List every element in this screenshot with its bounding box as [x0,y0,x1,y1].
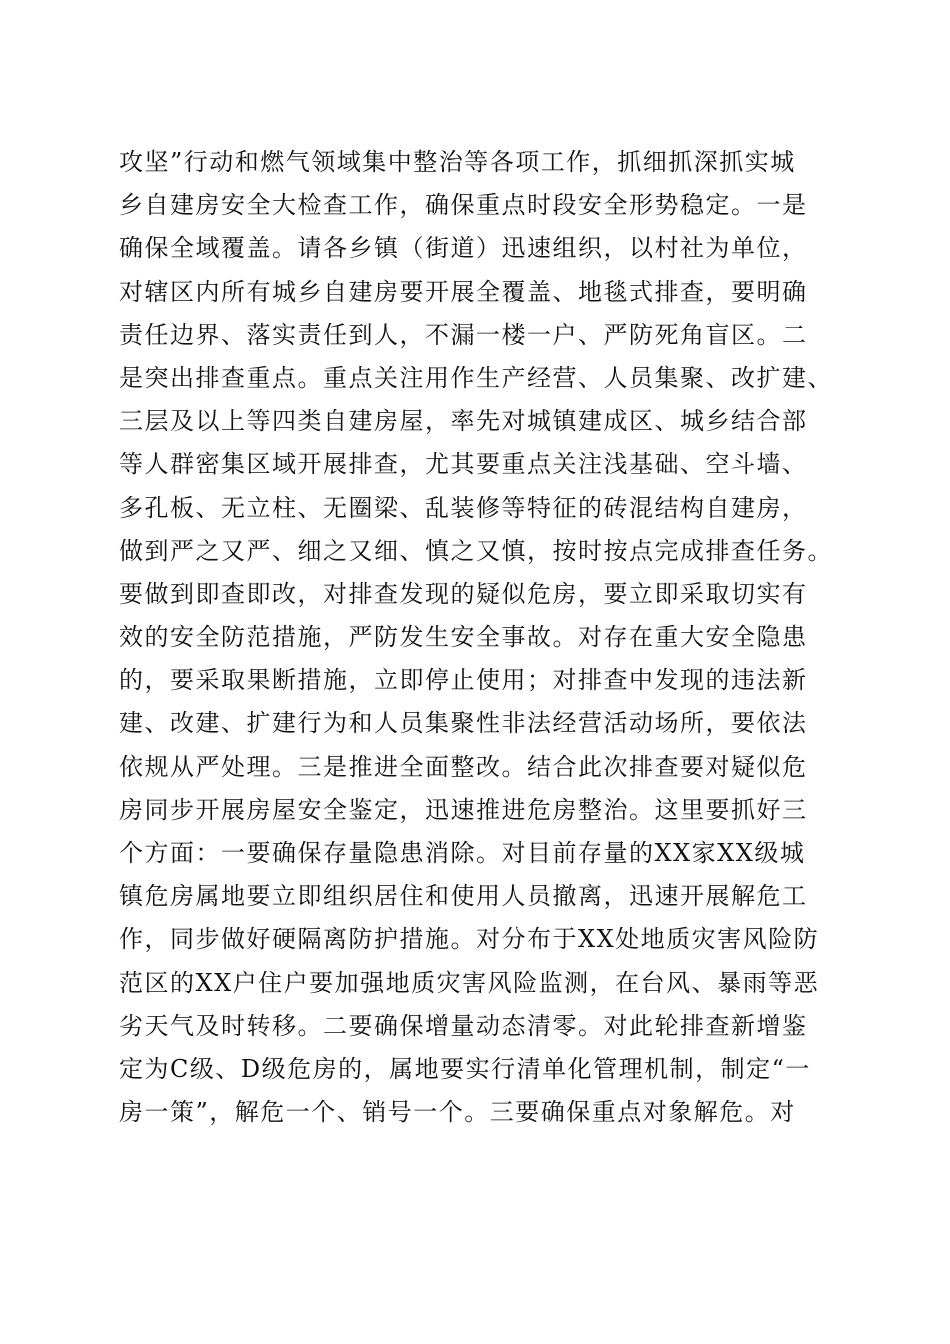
text-line-21: 劣天气及时转移。二要确保增量动态清零。对此轮排查新增鉴 [119,1011,808,1040]
text-line-9: 多孔板、无立柱、无圈梁、乱装修等特征的砖混结构自建房， [119,493,808,522]
text-line-15: 依规从严处理。三是推进全面整改。结合此次排查要对疑似危 [119,752,808,781]
text-line-2: 乡自建房安全大检查工作，确保重点时段安全形势稳定。一是 [119,191,808,220]
text-line-20: 范区的XX户住户要加强地质灾害风险监测，在台风、暴雨等恶 [119,968,820,997]
text-line-22: 定为C级、D级危房的，属地要实行清单化管理机制，制定“一 [119,1054,811,1083]
text-line-16: 房同步开展房屋安全鉴定，迅速推进危房整治。这里要抓好三 [119,795,808,824]
text-line-8: 等人群密集区域开展排查，尤其要重点关注浅基础、空斗墙、 [119,450,808,479]
text-line-7: 三层及以上等四类自建房屋，率先对城镇建成区、城乡结合部 [119,407,808,436]
text-line-18: 镇危房属地要立即组织居住和使用人员撤离，迅速开展解危工 [119,882,808,911]
text-line-3: 确保全域覆盖。请各乡镇（街道）迅速组织，以村社为单位， [119,234,808,263]
text-line-13: 的，要采取果断措施，立即停止使用；对排查中发现的违法新 [119,666,808,695]
text-line-4: 对辖区内所有城乡自建房要开展全覆盖、地毯式排查，要明确 [119,277,808,306]
body-paragraph [119,141,849,1134]
text-line-5: 责任边界、落实责任到人，不漏一楼一户、严防死角盲区。二 [119,320,808,349]
text-line-14: 建、改建、扩建行为和人员集聚性非法经营活动场所，要依法 [119,709,808,738]
text-line-23: 房一策”，解危一个、销号一个。三要确保重点对象解危。对 [119,1098,796,1127]
text-line-6: 是突出排查重点。重点关注用作生产经营、人员集聚、改扩建、 [119,363,833,392]
text-line-11: 要做到即查即改，对排查发现的疑似危房，要立即采取切实有 [119,579,808,608]
text-line-1: 攻坚”行动和燃气领域集中整治等各项工作，抓细抓深抓实城 [119,148,796,176]
text-line-12: 效的安全防范措施，严防发生安全事故。对存在重大安全隐患 [119,623,808,652]
text-line-17: 个方面：一要确保存量隐患消除。对目前存量的XX家XX级城 [119,839,806,867]
text-line-19: 作，同步做好硬隔离防护措施。对分布于XX处地质灾害风险防 [119,925,820,954]
text-line-10: 做到严之又严、细之又细、慎之又慎，按时按点完成排查任务。 [119,536,833,565]
